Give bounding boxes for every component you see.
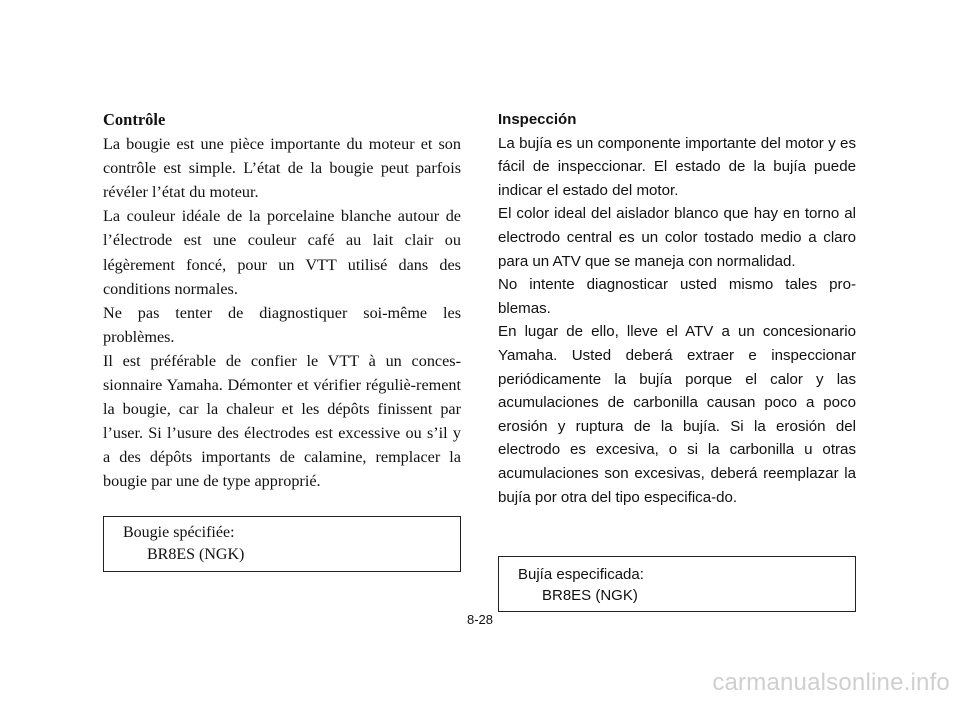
spanish-paragraph-2: El color ideal del aislador blanco que hay en torno al electrodo central es un color tostado medio a claro para un ATV que se maneja con normalidad.	[498, 205, 856, 270]
french-paragraph-1: La bougie est une pièce importante du moteur et son contrôle est simple. L’état de la bougie peut parfois révéler l’état du moteur.	[103, 135, 461, 202]
spanish-spec-value: BR8ES (NGK)	[542, 587, 638, 604]
spanish-spec-label: Bujía especificada:	[518, 566, 644, 583]
spanish-paragraph-3: No intente diagnosticar usted mismo tales pro-blemas.	[498, 276, 856, 317]
french-spec-value: BR8ES (NGK)	[147, 546, 245, 563]
watermark: carmanualsonline.info	[712, 669, 950, 696]
french-heading: Contrôle	[103, 110, 166, 129]
spanish-paragraph-4: En lugar de ello, lleve el ATV a un concesionario Yamaha. Usted deberá extraer e inspeccionar periódicamente la bujía porque el calor y las acumulaciones de carbonilla causan poco a poco erosión y ruptura de la bujía. Si la erosión del electrodo es excesiva, o si la carbonilla u otras acumulaciones son excesivas, deberá reemplazar la bujía por otra del tipo especifica-do.	[498, 323, 856, 506]
spanish-heading: Inspección	[498, 111, 577, 128]
spanish-paragraph-1: La bujía es un componente importante del motor y es fácil de inspeccionar. El estado de la bujía puede indicar el estado del motor.	[498, 134, 856, 199]
page-number: 8-28	[466, 612, 494, 627]
french-paragraph-4: Il est préférable de confier le VTT à un conces-sionnaire Yamaha. Démonter et vérifier réguliè-rement la bougie, car la chaleur et les dépôts finissent par l’user. Si l’usure des électrodes est excessive ou s’il y a des dépôts importants de calamine, remplacer la bougie par une de type approprié.	[103, 351, 461, 491]
french-paragraph-3: Ne pas tenter de diagnostiquer soi-même les problèmes.	[103, 303, 461, 346]
french-paragraph-2: La couleur idéale de la porcelaine blanche autour de l’électrode est une couleur café au lait clair ou légèrement foncé, pour un VTT utilisé dans des conditions normales.	[103, 207, 461, 298]
spanish-column	[498, 108, 856, 509]
spanish-spec-box	[498, 556, 856, 612]
french-column	[103, 108, 461, 494]
french-spec-label: Bougie spécifiée:	[123, 524, 235, 541]
french-spec-box	[103, 516, 461, 572]
